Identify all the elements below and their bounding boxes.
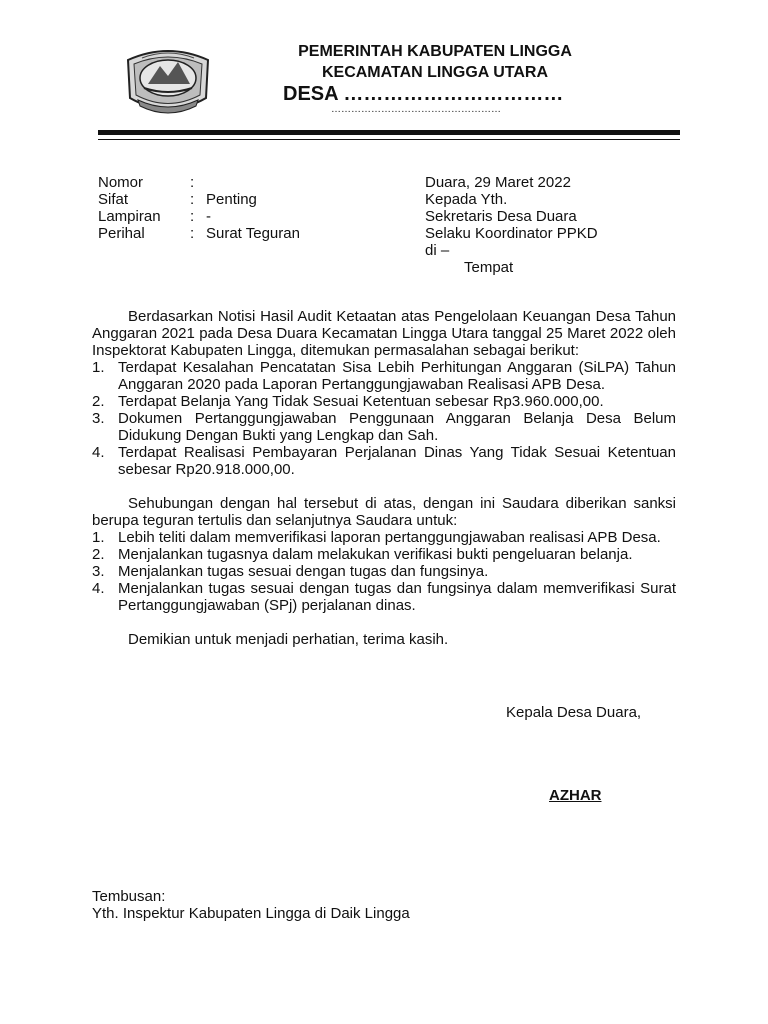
list-item [92, 444, 676, 478]
letterhead-divider-thick [98, 130, 680, 135]
list-number: 2. [92, 393, 105, 410]
meta-colon: : [190, 174, 195, 191]
intro-paragraph: Berdasarkan Notisi Hasil Audit Ketaatan atas Pengelolaan Keuangan Desa Tahun Anggaran 2021 pada Desa Duara Kecamatan Lingga Utara tanggal 25 Maret 2022 oleh Inspektorat Kabupaten Lingga, ditemukan permasalahan sebagai berikut: [92, 308, 676, 359]
list-text: Terdapat Belanja Yang Tidak Sesuai Ketentuan sebesar Rp3.960.000,00. [118, 393, 604, 410]
recipient-di: di – [425, 242, 450, 259]
closing-paragraph: Demikian untuk menjadi perhatian, terima kasih. [128, 631, 449, 648]
actions-list [92, 529, 676, 614]
meta-label: Nomor [98, 174, 144, 191]
letter-body [92, 308, 676, 648]
regency-emblem-icon [118, 40, 218, 122]
sanction-paragraph: Sehubungan dengan hal tersebut di atas, dengan ini Saudara diberikan sanksi berupa teguran tertulis dan selanjutnya Saudara untuk: [92, 495, 676, 529]
recipient-place: Tempat [464, 259, 514, 276]
list-number: 4. [92, 580, 105, 597]
list-text: Terdapat Kesalahan Pencatatan Sisa Lebih Perhitungan Anggaran (SiLPA) Tahun Anggaran 2020 pada Laporan Pertanggungjawaban Realisasi APB Desa. [118, 359, 676, 393]
letterhead-address: …………………………………………… [331, 104, 501, 115]
meta-colon: : [190, 191, 195, 208]
list-item [92, 529, 676, 546]
list-number: 1. [92, 529, 105, 546]
meta-value: Penting [206, 191, 257, 208]
recipient-block [425, 174, 675, 276]
findings-list [92, 359, 676, 478]
list-text: Menjalankan tugasnya dalam melakukan verifikasi bukti pengeluaran belanja. [118, 546, 633, 563]
meta-label: Perihal [98, 225, 145, 242]
cc-recipient: Yth. Inspektur Kabupaten Lingga di Daik Lingga [92, 905, 410, 922]
list-number: 1. [92, 359, 105, 376]
signature-name: AZHAR [549, 787, 602, 804]
list-item [92, 410, 676, 444]
list-number: 4. [92, 444, 105, 461]
list-item [92, 359, 676, 393]
letterhead-village: DESA …………………………… [283, 83, 564, 105]
meta-value: - [206, 208, 211, 225]
list-text: Dokumen Pertanggungjawaban Penggunaan Anggaran Belanja Desa Belum Didukung Dengan Bukti yang Lengkap dan Sah. [118, 410, 676, 444]
letterhead-government: PEMERINTAH KABUPATEN LINGGA [298, 43, 572, 60]
meta-label: Sifat [98, 191, 129, 208]
list-text: Menjalankan tugas sesuai dengan tugas dan fungsinya dalam memverifikasi Surat Pertanggungjawaban (SPj) perjalanan dinas. [118, 580, 676, 614]
meta-colon: : [190, 208, 195, 225]
list-text: Lebih teliti dalam memverifikasi laporan pertanggungjawaban realisasi APB Desa. [118, 529, 661, 546]
letterhead-divider-thin [98, 139, 680, 140]
list-item [92, 546, 676, 563]
salutation: Kepada Yth. [425, 191, 508, 208]
meta-value: Surat Teguran [206, 225, 300, 242]
list-text: Terdapat Realisasi Pembayaran Perjalanan Dinas Yang Tidak Sesuai Ketentuan sebesar Rp20.918.000,00. [118, 444, 676, 478]
list-number: 2. [92, 546, 105, 563]
list-text: Menjalankan tugas sesuai dengan tugas dan fungsinya. [118, 563, 489, 580]
list-item [92, 563, 676, 580]
cc-label: Tembusan: [92, 888, 166, 905]
list-item [92, 580, 676, 614]
recipient-role: Selaku Koordinator PPKD [425, 225, 598, 242]
letter-date: Duara, 29 Maret 2022 [425, 174, 571, 191]
list-number: 3. [92, 410, 105, 427]
list-number: 3. [92, 563, 105, 580]
recipient-name: Sekretaris Desa Duara [425, 208, 577, 225]
signature-title: Kepala Desa Duara, [506, 704, 642, 721]
letter-meta [98, 174, 338, 244]
meta-label: Lampiran [98, 208, 161, 225]
meta-colon: : [190, 225, 195, 242]
list-item [92, 393, 676, 410]
letterhead-district: KECAMATAN LINGGA UTARA [321, 64, 549, 81]
